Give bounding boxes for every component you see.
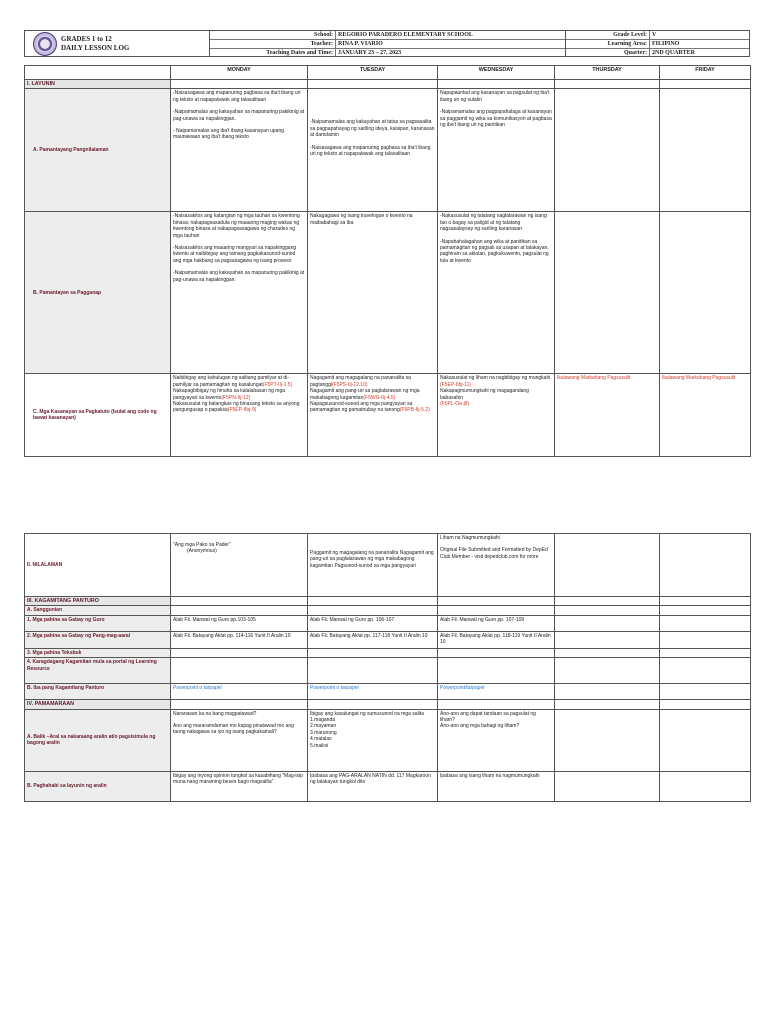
word-list-item: 2.mayaman	[310, 723, 337, 730]
grade-level-value: V	[652, 32, 657, 38]
cell-mon: Alab Fil. Manwal ng Guro pp.103-105	[171, 615, 308, 631]
word-list-item: 5.maiksi	[310, 742, 329, 749]
cell-thu: Ikalawang Markahang Pagsusulit	[555, 374, 660, 457]
row-paghahabi	[25, 771, 751, 801]
cell-wed: Ipabasa ang isang liham na nagmumungkahi	[438, 771, 555, 801]
word-list-item: 4.matalas	[310, 736, 332, 743]
teacher-label: Teacher:	[210, 40, 336, 48]
row-label: B. Iba pang Kagamitang Panturo	[25, 684, 171, 700]
row-sanggunian	[25, 606, 751, 615]
row-label: A. Pamantayang Pangnilalaman	[33, 147, 109, 154]
day-thursday: THURSDAY	[555, 66, 660, 80]
learning-area-value: FILIPINO	[652, 41, 680, 47]
word-list-item: 3.marunong	[310, 729, 337, 736]
competency-code: (F5PS-IIj-12.10)	[331, 381, 368, 388]
row-label: A. Balik –Aral sa nakaraang aralin at/o pagsisimula ng bagong aralin	[27, 733, 156, 747]
cell-tue: -Naipamamalas ang kakayahan at tatas sa pagsasalita sa pagpapahayag ng sariling ideya, kaisipan, karanasan at damdamin -Naisasagawa ang mapanuring pagbasa sa iba't ibang uri ng teksto at napapalawak ang talasalitaan	[308, 89, 438, 212]
competency-code: (F5PL-Oa-j8)	[440, 401, 470, 408]
cell-wed: Nakasusulat ng liham na nagbibigay ng mungkahi (F5EP-IIbj-11) Nakapagmumungkahi ng magagandang babasahin (F5PL-Oa-j8)	[438, 374, 555, 457]
day-wednesday: WEDNESDAY	[438, 66, 555, 80]
cell-mon: Powerpoint o tarpapel	[171, 684, 308, 700]
deped-seal-icon	[33, 32, 57, 56]
cell-wed: Alab Fil. Manwal ng Guro pp. 107-109	[438, 615, 555, 631]
cell-fri	[660, 89, 751, 212]
section-layunin	[25, 80, 751, 89]
cell-mon: "Ang mga Pako sa Pader" (Anonymous)	[171, 534, 308, 597]
row-iba-pang-kagamitan	[25, 684, 751, 700]
cell-thu	[555, 89, 660, 212]
cell-wed: Ano-ano ang dapat tandaan sa pagsulat ng liham? Ano-ano ang mga bahagi ng liham?	[438, 709, 555, 771]
cell-tue: Paggamit ng magagalang na pananalita Nagagamit ang pang-uri sa paglalarawan ng mga makabagong kagamitan Pagsunod-sunod sa mga pangyayari	[308, 534, 438, 597]
row-nilalaman	[25, 534, 751, 597]
quarter-label: Quarter:	[566, 49, 650, 57]
school-value: REGORIO PARADERO ELEMENTARY SCHOOL	[338, 32, 473, 38]
row-label: 2. Mga pahina sa Gabay ng Pang-mag-aaral	[25, 631, 171, 648]
word-list-item: 1.maganda	[310, 717, 336, 724]
cell-tue: Ibigay ang kasalungat ng sumusunod na mga salita 1.maganda 2.mayaman 3.marunong 4.matalas 5.maiksi	[308, 709, 438, 771]
cell-wed: Liham na Nagmumungkahi Original File Submitted and Formatted by DepEd Club Member - visit depedclub.com for more	[438, 534, 555, 597]
cell-wed: Powerpoint/tarpapel	[438, 684, 555, 700]
competency-code: (F5PB-IIj-5.2)	[399, 407, 430, 414]
school-label: School:	[210, 31, 336, 39]
day-header-row	[25, 66, 751, 80]
row-label: 1. Mga pahina sa Gabay ng Guro	[25, 615, 171, 631]
dates-label: Teaching Dates and Time:	[210, 49, 336, 57]
lesson-log-header	[24, 30, 750, 57]
competency-code: (F5PT-IIj-1.5)	[262, 381, 293, 388]
cell-mon: Alab Fil. Batayang Aklat pp. 114-116 Yunit II Aralin 10	[171, 631, 308, 648]
row-label: A. Sanggunian	[25, 606, 171, 615]
cell-thu	[555, 534, 660, 597]
row-label: B. Pamantayan sa Pagganap	[33, 289, 102, 296]
header-school-info	[210, 30, 566, 57]
row-label: 3. Mga pahina Teksbuk	[25, 648, 171, 657]
row-karagdagang-kagamitan	[25, 658, 751, 684]
day-tuesday: TUESDAY	[308, 66, 438, 80]
daily-lesson-log-label: DAILY LESSON LOG	[61, 44, 130, 52]
header-class-info	[566, 30, 750, 57]
cell-mon: Ibigay ang inyong opinion tungkol sa kasabihang "Mag-isip muna nang maraming beses bago magsalita"	[171, 771, 308, 801]
cell-fri	[660, 212, 751, 374]
section-title: III. KAGAMITANG PANTURO	[25, 597, 171, 606]
row-label: II. NILALAMAN	[27, 561, 63, 568]
layunin-table	[24, 65, 751, 457]
cell-tue: Ipabasa ang PAG-ARALAN NATIN dd. 117 Magkaroon ng talakayan tungkol dito	[308, 771, 438, 801]
lesson-content-table	[24, 533, 751, 802]
row-gabay-ng-guro	[25, 615, 751, 631]
teacher-value: RINA P. VIARIO	[338, 41, 383, 47]
header-title-box	[24, 30, 210, 57]
cell-tue: Nakagagawa ng isang travelogue o kwento na maibabahagi sa iba	[308, 212, 438, 374]
day-friday: FRIDAY	[660, 66, 751, 80]
competency-code: (F5EP-IIbj-11)	[440, 381, 472, 388]
section-title: IV. PAMAMARAAN	[25, 700, 171, 709]
row-balik-aral	[25, 709, 751, 771]
competency-code: (F5EP-IIbj-9)	[227, 407, 257, 414]
row-teksbuk	[25, 648, 751, 657]
cell-wed: -Nakasusulat ng talatang naglalarawan ng isang tao o bagay sa paligid at ng talatang nagsasalaysay ng sariling karanasan -Napahahalagahan ang wika at panitikan sa pamamagitan ng pagsali sa usapan at talakayan, paghiram sa aklatan, pagkukuwento, pagsulat ng tula at kwento	[438, 212, 555, 374]
learning-area-label: Learning Area:	[566, 40, 650, 48]
section-kagamitang-panturo	[25, 597, 751, 606]
row-label: C. Mga Kasanayan sa Pagkatuto (Isulat ang code ng bawat kasanayan)	[33, 409, 157, 422]
row-pamantayan-sa-pagganap	[25, 212, 751, 374]
row-label: 4. Karagdagang Kagamitan mula sa portal ng Learning Resource	[25, 658, 171, 684]
cell-wed: Alab Fil. Batayang Aklat pp. 118-119 Yunit II Aralin 10	[438, 631, 555, 648]
grades-label: GRADES 1 to 12	[61, 35, 112, 43]
cell-mon: Naibibigay ang kahulugan ng salitang pamilyar at di-pamilyar sa pamamagitan ng kasalungat(F5PT-IIj-1.5) Nakapagbibigay ng hinuha sa kalalabasan ng mga pangyayari sa kwento(F5PN-IIj-12) Nakasusulat ng balangkas ng binasang teksto sa anyong pangungusap o papaksa(F5EP-IIbj-9)	[171, 374, 308, 457]
section-title: I. LAYUNIN	[25, 80, 171, 89]
grade-level-label: Grade Level:	[566, 31, 650, 39]
cell-thu	[555, 212, 660, 374]
cell-mon: -Naisasakilos ang katangian ng mga tauhan sa kwentong binasa; nakapagsasadula ng maaaring maging wakas ng kwentong binasa at nakapagsasagawa ng charades ng mga tauhan -Naisasakilos ang maaaring mangyari sa napakinggang kwento at naibibigay ang tamang pagkakasunod-sunod ang mga hakbang sa pagsasagawa ng isang proseso -Naipamamalas ang kakayahan sa mapanuring pakikinig at pag-unawa sa napakinggan.	[171, 212, 308, 374]
competency-code: (F5WG-IIj-4.5)	[363, 394, 396, 401]
dates-value: JANUARY 23 – 27, 2023	[338, 50, 402, 56]
cell-mon: Naranasan ka na bang magpatawad? Ano ang mararamdaman mo kapag pinatawad mo ang taong nakagawa sa iyo ng isang pagkakamali?	[171, 709, 308, 771]
quarter-value: 2ND QUARTER	[652, 50, 695, 56]
row-label: B. Paghahabi sa layunin ng aralin	[27, 782, 107, 789]
cell-tue: Powerpoint o tarpapel	[308, 684, 438, 700]
competency-code: (F5PN-IIj-12)	[221, 394, 251, 401]
cell-tue: Nagagamit ang magagalang na pananalita sa pagtanggi(F5PS-IIj-12.10) Nagagamit ang pang-uri sa paglalarawan ng mga makabagong kagamitan(F5WG-IIj-4.5) Napagsusunod-sunod ang mga pangyayari sa pamamagitan ng pamatnubay na tanong(F5PB-IIj-5.2)	[308, 374, 438, 457]
cell-fri	[660, 534, 751, 597]
cell-fri: Ikalawang Markahang Pagsusulit	[660, 374, 751, 457]
section-pamamaraan	[25, 700, 751, 709]
row-gabay-ng-mag-aaral	[25, 631, 751, 648]
day-monday: MONDAY	[171, 66, 308, 80]
cell-tue: Alab Fil. Manwal ng Guro pp. 106-107	[308, 615, 438, 631]
cell-mon: -Naisasagawa ang mapanuring pagbasa sa iba't ibang uri ng teksto at napapalawak ang talasalitaan -Naipamamalas ang kakayahan sa mapanuring pakikinig at pag-unawa sa napakinggan. - Naipamamalas ang iba't ibang kasanayan upang maunawaan ang iba't ibang teksto	[171, 89, 308, 212]
row-pamantayang-pangnilalaman	[25, 89, 751, 212]
cell-tue: Alab Fil. Batayang Aklat pp. 117-118 Yunit II Aralin 10	[308, 631, 438, 648]
row-kasanayan-sa-pagkatuto	[25, 374, 751, 457]
cell-wed: Napapaunlad ang kasanayan sa pagsulat ng iba't ibang uri ng sulatin -Naipamamalas ang pagpapahalaga at kasanayan sa paggamit ng wika sa komunikasyon at pagbasa ng iba't ibang uri ng panitikan	[438, 89, 555, 212]
